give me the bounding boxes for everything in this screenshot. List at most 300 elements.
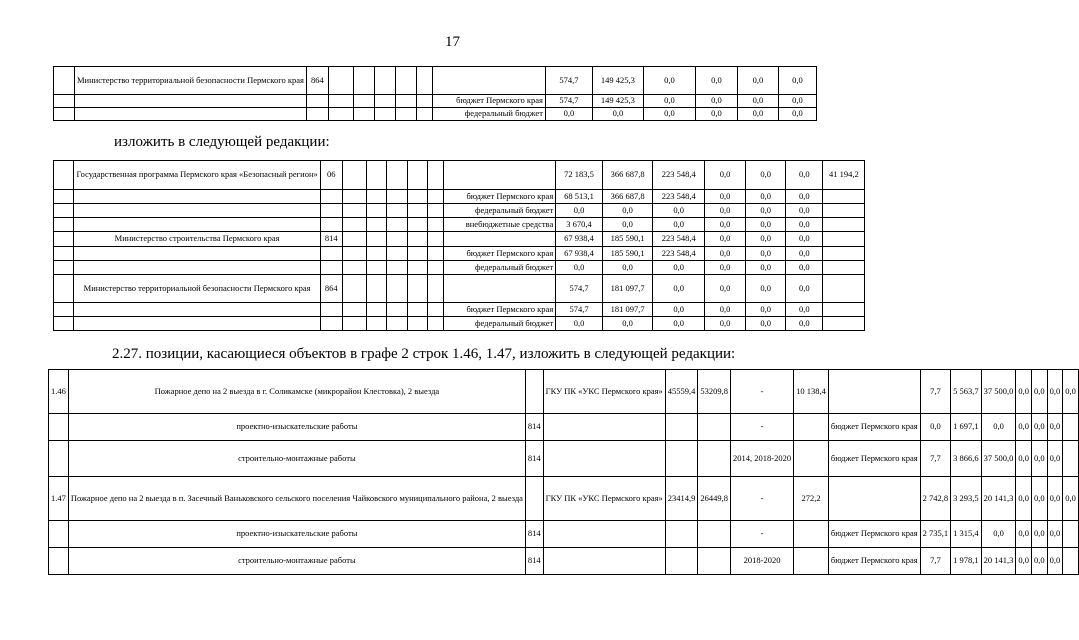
table-row	[54, 204, 905, 218]
cell-value: 0,0	[746, 261, 786, 275]
cell-value	[1063, 521, 1079, 548]
cell-empty	[342, 247, 366, 261]
cell-empty	[407, 303, 427, 317]
cell-empty	[353, 67, 374, 95]
cell-value: 0,0	[602, 218, 653, 232]
cell-name: Министерство территориальной безопасности Пермского края	[74, 275, 320, 303]
cell-value: 0,0	[602, 317, 653, 331]
cell-value: 0,0	[704, 275, 745, 303]
cell-number	[54, 218, 74, 232]
cell-years: -	[731, 370, 794, 414]
table-row	[49, 441, 1079, 477]
cell-empty	[407, 190, 427, 204]
cell-source: бюджет Пермского края	[432, 95, 545, 108]
page-number: 17	[445, 34, 460, 50]
cell-empty	[428, 218, 444, 232]
table-row	[54, 190, 905, 204]
cell-source: бюджет Пермского края	[828, 521, 920, 548]
cell-value	[823, 247, 865, 261]
cell-value: 20 141,3	[981, 477, 1016, 521]
cell-value: 7,7	[920, 370, 951, 414]
cell-source	[443, 161, 555, 190]
cell-number	[54, 303, 74, 317]
table-fire-depots	[48, 369, 1079, 575]
cell-name	[75, 108, 307, 121]
cell-source: бюджет Пермского края	[828, 414, 920, 441]
cell-empty	[387, 275, 407, 303]
table-program-safe-region	[53, 160, 905, 331]
table-row	[54, 261, 905, 275]
cell-value: 0,0	[746, 275, 786, 303]
cell-number	[54, 275, 74, 303]
cell-value: 0,0	[746, 190, 786, 204]
cell-empty	[342, 261, 366, 275]
cell-value: 0,0	[1047, 414, 1063, 441]
cell-empty	[342, 275, 366, 303]
cell-empty	[374, 95, 395, 108]
cell-value: 223 548,4	[653, 190, 705, 204]
cell-value: 0,0	[704, 204, 745, 218]
section-227-heading: 2.27. позиции, касающиеся объектов в графе 2 строк 1.46, 1.47, изложить в следующей редакции:	[112, 346, 736, 362]
cell-value: 41 194,2	[823, 161, 865, 190]
cell-value: 149 425,3	[592, 95, 643, 108]
cell-value: 0,0	[778, 67, 816, 95]
cell-value: 0,0	[786, 247, 823, 261]
cell-name: строительно-монтажные работы	[68, 441, 525, 477]
table-row	[49, 548, 1079, 575]
cell-value: 366 687,8	[602, 161, 653, 190]
cell-empty	[387, 190, 407, 204]
table-row	[54, 218, 905, 232]
cell-value: 181 097,7	[602, 275, 653, 303]
cell-value	[1063, 441, 1079, 477]
cell-source: бюджет Пермского края	[443, 190, 555, 204]
cell-code	[320, 190, 342, 204]
cell-value: 0,0	[1047, 521, 1063, 548]
cell-value: 0,0	[1016, 521, 1032, 548]
table-row	[49, 370, 1079, 414]
cell-value: 7,7	[920, 441, 951, 477]
cell-value: 37 500,0	[981, 441, 1016, 477]
cell-code	[525, 477, 543, 521]
cell-value: 223 548,4	[653, 161, 705, 190]
cell-value	[823, 218, 865, 232]
cell-empty	[353, 95, 374, 108]
cell-value: 0,0	[556, 204, 603, 218]
table-row	[54, 108, 859, 121]
cell-empty	[387, 261, 407, 275]
cell-name: Пожарное депо на 2 выезда в п. Засечный Ваньковского сельского поселения Чайковского муниципального района, 2 выезда	[68, 477, 525, 521]
cell-power	[665, 414, 698, 441]
cell-value: 0,0	[704, 303, 745, 317]
cell-empty	[395, 108, 416, 121]
cell-empty	[387, 247, 407, 261]
cell-value: 37 500,0	[981, 370, 1016, 414]
cell-balance: 10 138,4	[794, 370, 829, 414]
cell-value: 0,0	[695, 108, 737, 121]
cell-empty	[428, 303, 444, 317]
cell-value: 181 097,7	[602, 303, 653, 317]
cell-empty	[387, 303, 407, 317]
cell-code	[320, 261, 342, 275]
cell-value: 0,0	[786, 218, 823, 232]
cell-value	[1063, 548, 1079, 575]
cell-power: 45559,4	[665, 370, 698, 414]
cell-name	[74, 204, 320, 218]
cell-number	[49, 521, 69, 548]
cell-value: 2 735,1	[920, 521, 951, 548]
cell-name: Министерство территориальной безопасности Пермского края	[75, 67, 307, 95]
cell-empty	[407, 247, 427, 261]
cell-code: 864	[320, 275, 342, 303]
cell-value: 0,0	[1047, 548, 1063, 575]
cell-number	[54, 161, 74, 190]
cell-value: 0,0	[746, 247, 786, 261]
table-row	[54, 303, 905, 317]
cell-balance	[794, 414, 829, 441]
cell-empty	[387, 204, 407, 218]
cell-balance: 272,2	[794, 477, 829, 521]
cell-value	[823, 317, 865, 331]
cell-value: 0,0	[1032, 370, 1048, 414]
cell-value: 0,0	[643, 108, 695, 121]
cell-empty	[428, 247, 444, 261]
cell-source: федеральный бюджет	[432, 108, 545, 121]
cell-empty	[342, 303, 366, 317]
cell-empty	[366, 218, 386, 232]
cell-number	[49, 548, 69, 575]
cell-source	[432, 67, 545, 95]
cell-value: 67 938,4	[556, 232, 603, 247]
cell-empty	[366, 261, 386, 275]
cell-value: 0,0	[1032, 548, 1048, 575]
cell-empty	[374, 108, 395, 121]
cell-value: 574,7	[545, 95, 592, 108]
cell-number	[54, 247, 74, 261]
cell-value: 5 563,7	[951, 370, 982, 414]
cell-value: 0,0	[1016, 441, 1032, 477]
table-row	[49, 477, 1079, 521]
cell-value: 0,0	[746, 204, 786, 218]
cell-value: 0,0	[545, 108, 592, 121]
cell-power	[665, 521, 698, 548]
cell-source	[443, 232, 555, 247]
cell-value: 0,0	[786, 261, 823, 275]
cell-source: бюджет Пермского края	[828, 441, 920, 477]
cell-number	[54, 190, 74, 204]
cell-code: 814	[525, 548, 543, 575]
cell-value: 574,7	[556, 303, 603, 317]
cell-code	[320, 317, 342, 331]
cell-name: проектно-изыскательские работы	[68, 521, 525, 548]
cell-value: 0,0	[746, 303, 786, 317]
cell-value: 1 315,4	[951, 521, 982, 548]
cell-source	[828, 370, 920, 414]
cell-empty	[387, 232, 407, 247]
cell-value: 0,0	[746, 317, 786, 331]
cell-value: 0,0	[653, 317, 705, 331]
cell-value: 1 697,1	[951, 414, 982, 441]
cell-value: 0,0	[556, 317, 603, 331]
cell-empty	[407, 261, 427, 275]
cell-value: 0,0	[653, 275, 705, 303]
cell-value: 0,0	[602, 204, 653, 218]
cell-empty	[366, 161, 386, 190]
cell-empty	[374, 67, 395, 95]
cell-customer: ГКУ ПК «УКС Пермского края»	[543, 477, 665, 521]
cell-value: 0,0	[737, 95, 778, 108]
cell-value: 0,0	[1016, 414, 1032, 441]
cell-cost: 53209,8	[698, 370, 731, 414]
cell-value: 366 687,8	[602, 190, 653, 204]
cell-empty	[428, 275, 444, 303]
cell-value: 0,0	[746, 218, 786, 232]
cell-customer	[543, 441, 665, 477]
cell-value	[823, 261, 865, 275]
cell-name	[74, 190, 320, 204]
table-row	[54, 67, 859, 95]
cell-number	[54, 232, 74, 247]
cell-empty	[342, 317, 366, 331]
cell-value: 0,0	[1032, 414, 1048, 441]
cell-value: 223 548,4	[653, 232, 705, 247]
cell-value: 574,7	[556, 275, 603, 303]
cell-cost	[698, 548, 731, 575]
cell-name	[74, 317, 320, 331]
cell-value	[823, 232, 865, 247]
cell-value: 0,0	[653, 204, 705, 218]
cell-empty	[395, 95, 416, 108]
cell-value: 185 590,1	[602, 232, 653, 247]
cell-name	[74, 261, 320, 275]
cell-value: 0,0	[1063, 370, 1079, 414]
cell-power: 23414,9	[665, 477, 698, 521]
cell-value: 0,0	[1047, 370, 1063, 414]
cell-empty	[342, 190, 366, 204]
cell-balance	[794, 521, 829, 548]
cell-source: федеральный бюджет	[443, 204, 555, 218]
cell-number: 1.47	[49, 477, 69, 521]
cell-value: 0,0	[786, 204, 823, 218]
cell-empty	[342, 232, 366, 247]
cell-name	[75, 95, 307, 108]
cell-cost	[698, 441, 731, 477]
cell-value: 0,0	[1016, 548, 1032, 575]
cell-value: 0,0	[1047, 477, 1063, 521]
cell-number: 1.46	[49, 370, 69, 414]
cell-value: 0,0	[786, 275, 823, 303]
cell-empty	[407, 317, 427, 331]
cell-code	[320, 218, 342, 232]
cell-empty	[407, 161, 427, 190]
cell-empty	[328, 108, 353, 121]
edit-note-heading: изложить в следующей редакции:	[114, 134, 330, 150]
cell-empty	[416, 108, 432, 121]
cell-balance	[794, 441, 829, 477]
cell-empty	[342, 218, 366, 232]
cell-value: 7,7	[920, 548, 951, 575]
table-row	[54, 317, 905, 331]
table-row	[49, 414, 1079, 441]
cell-value: 3 293,5	[951, 477, 982, 521]
cell-value: 0,0	[1047, 441, 1063, 477]
cell-code: 814	[525, 441, 543, 477]
cell-number	[54, 108, 75, 121]
cell-customer	[543, 521, 665, 548]
cell-code	[306, 108, 328, 121]
cell-empty	[428, 232, 444, 247]
cell-balance	[794, 548, 829, 575]
cell-code: 814	[525, 521, 543, 548]
cell-empty	[428, 317, 444, 331]
cell-empty	[353, 108, 374, 121]
cell-value: 67 938,4	[556, 247, 603, 261]
cell-number	[54, 204, 74, 218]
cell-value	[1063, 414, 1079, 441]
table-ministry-previous	[53, 66, 859, 121]
cell-empty	[366, 204, 386, 218]
cell-value: 20 141,3	[981, 548, 1016, 575]
cell-years: 2018-2020	[731, 548, 794, 575]
cell-value: 185 590,1	[602, 247, 653, 261]
cell-code	[320, 247, 342, 261]
cell-source: федеральный бюджет	[443, 317, 555, 331]
cell-empty	[366, 275, 386, 303]
table-row	[54, 95, 859, 108]
cell-code: 864	[306, 67, 328, 95]
cell-years: -	[731, 521, 794, 548]
cell-empty	[416, 95, 432, 108]
cell-value: 0,0	[737, 67, 778, 95]
cell-value: 0,0	[786, 190, 823, 204]
cell-empty	[366, 190, 386, 204]
cell-value: 0,0	[602, 261, 653, 275]
cell-empty	[428, 261, 444, 275]
cell-empty	[407, 275, 427, 303]
cell-empty	[407, 204, 427, 218]
cell-value: 0,0	[737, 108, 778, 121]
cell-source	[828, 477, 920, 521]
cell-empty	[366, 317, 386, 331]
cell-empty	[366, 232, 386, 247]
cell-empty	[366, 247, 386, 261]
cell-value: 0,0	[653, 303, 705, 317]
cell-empty	[407, 232, 427, 247]
cell-cost	[698, 414, 731, 441]
cell-value: 0,0	[704, 190, 745, 204]
cell-code	[525, 370, 543, 414]
cell-value: 0,0	[746, 232, 786, 247]
cell-number	[54, 67, 75, 95]
cell-source	[443, 275, 555, 303]
cell-empty	[395, 67, 416, 95]
cell-value: 0,0	[653, 261, 705, 275]
cell-value: 0,0	[981, 414, 1016, 441]
cell-value: 2 742,8	[920, 477, 951, 521]
cell-value: 149 425,3	[592, 67, 643, 95]
cell-name: проектно-изыскательские работы	[68, 414, 525, 441]
cell-empty	[342, 161, 366, 190]
cell-value: 0,0	[704, 161, 745, 190]
cell-number	[54, 261, 74, 275]
cell-value	[823, 190, 865, 204]
cell-empty	[428, 161, 444, 190]
cell-years: -	[731, 414, 794, 441]
cell-value: 3 670,4	[556, 218, 603, 232]
cell-code: 814	[525, 414, 543, 441]
cell-value	[823, 303, 865, 317]
cell-value: 3 866,6	[951, 441, 982, 477]
cell-value: 0,0	[643, 67, 695, 95]
cell-power	[665, 548, 698, 575]
cell-value: 0,0	[1016, 370, 1032, 414]
cell-source: федеральный бюджет	[443, 261, 555, 275]
cell-value: 0,0	[592, 108, 643, 121]
cell-value: 0,0	[704, 232, 745, 247]
cell-name	[74, 303, 320, 317]
cell-value: 0,0	[704, 317, 745, 331]
cell-value: 0,0	[1016, 477, 1032, 521]
cell-code: 814	[320, 232, 342, 247]
cell-empty	[387, 317, 407, 331]
cell-value: 574,7	[545, 67, 592, 95]
cell-source: внебюджетные средства	[443, 218, 555, 232]
cell-customer: ГКУ ПК «УКС Пермского края»	[543, 370, 665, 414]
cell-value: 0,0	[704, 218, 745, 232]
cell-code	[306, 95, 328, 108]
cell-power	[665, 441, 698, 477]
cell-code	[320, 303, 342, 317]
cell-customer	[543, 548, 665, 575]
cell-source: бюджет Пермского края	[443, 303, 555, 317]
cell-number	[49, 414, 69, 441]
cell-empty	[416, 67, 432, 95]
cell-value: 0,0	[746, 161, 786, 190]
cell-value: 0,0	[981, 521, 1016, 548]
cell-number	[49, 441, 69, 477]
cell-code	[320, 204, 342, 218]
table-row	[54, 161, 905, 190]
cell-value: 0,0	[653, 218, 705, 232]
cell-code: 06	[320, 161, 342, 190]
cell-name: строительно-монтажные работы	[68, 548, 525, 575]
cell-value: 0,0	[1032, 441, 1048, 477]
cell-value: 0,0	[786, 303, 823, 317]
cell-value: 0,0	[920, 414, 951, 441]
cell-value	[823, 275, 865, 303]
cell-value: 223 548,4	[653, 247, 705, 261]
cell-empty	[328, 95, 353, 108]
cell-value: 0,0	[704, 247, 745, 261]
table-row	[49, 521, 1079, 548]
cell-years: 2014, 2018-2020	[731, 441, 794, 477]
cell-value: 0,0	[695, 67, 737, 95]
cell-number	[54, 317, 74, 331]
cell-customer	[543, 414, 665, 441]
cell-value: 1 978,1	[951, 548, 982, 575]
cell-name: Пожарное депо на 2 выезда в г. Соликамске (микрорайон Клестовка), 2 выезда	[68, 370, 525, 414]
table-row	[54, 247, 905, 261]
cell-name	[74, 247, 320, 261]
table-row	[54, 232, 905, 247]
cell-empty	[387, 161, 407, 190]
cell-value: 0,0	[556, 261, 603, 275]
cell-source: бюджет Пермского края	[443, 247, 555, 261]
cell-value: 0,0	[1032, 477, 1048, 521]
cell-value: 68 513,1	[556, 190, 603, 204]
cell-value	[823, 204, 865, 218]
cell-value: 0,0	[786, 161, 823, 190]
